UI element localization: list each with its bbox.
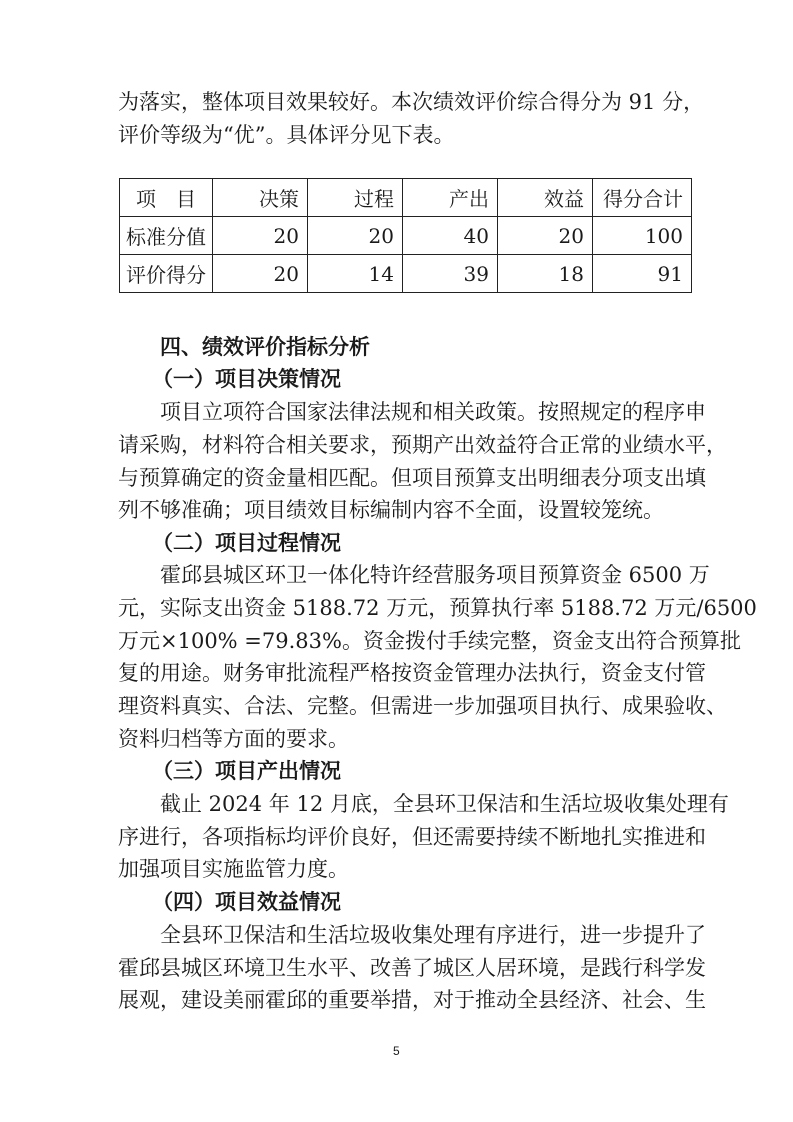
table-cell: 标准分值 — [120, 217, 213, 255]
page-number: 5 — [393, 1044, 400, 1058]
table-cell: 20 — [213, 217, 308, 255]
table-cell: 91 — [593, 255, 692, 293]
paragraph-line: 全县环卫保洁和生活垃圾收集处理有序进行，进一步提升了 — [160, 923, 706, 947]
subsection-heading: （三）项目产出情况 — [152, 758, 341, 783]
score-table — [119, 178, 692, 293]
paragraph-line: 理资料真实、合法、完整。但需进一步加强项目执行、成果验收、 — [118, 694, 727, 718]
paragraph-line: 资料归档等方面的要求。 — [118, 727, 349, 751]
paragraph-line: 加强项目实施监管力度。 — [118, 857, 349, 881]
table-cell: 评价得分 — [120, 255, 213, 293]
table-header-cell: 决策 — [213, 179, 308, 217]
table-header-cell: 过程 — [308, 179, 403, 217]
paragraph-line: 列不够准确；项目绩效目标编制内容不全面，设置较笼统。 — [118, 498, 664, 522]
paragraph-line: 序进行，各项指标均评价良好，但还需要持续不断地扎实推进和 — [118, 825, 706, 849]
paragraph-line: 霍邱县城区环卫一体化特许经营服务项目预算资金 6500 万 — [160, 563, 710, 587]
table-cell: 14 — [308, 255, 403, 293]
subsection-heading: （一）项目决策情况 — [152, 366, 341, 391]
paragraph-line: 请采购，材料符合相关要求，预期产出效益符合正常的业绩水平， — [118, 433, 727, 457]
table-header-row — [120, 179, 692, 217]
paragraph-line: 复的用途。财务审批流程严格按资金管理办法执行，资金支付管 — [118, 661, 706, 685]
subsection-heading: （四）项目效益情况 — [152, 889, 341, 914]
table-row — [120, 255, 692, 293]
table-cell: 20 — [308, 217, 403, 255]
table-header-cell: 得分合计 — [593, 179, 692, 217]
paragraph-line: 为落实，整体项目效果较好。本次绩效评价综合得分为 91 分， — [118, 90, 705, 114]
paragraph-line: 截止 2024 年 12 月底，全县环卫保洁和生活垃圾收集处理有 — [160, 792, 729, 816]
paragraph-line: 展观，建设美丽霍邱的重要举措，对于推动全县经济、社会、生 — [118, 988, 706, 1012]
paragraph-line: 霍邱县城区环境卫生水平、改善了城区人居环境，是践行科学发 — [118, 956, 706, 980]
table-header-cell: 项 目 — [120, 179, 213, 217]
table-cell: 20 — [213, 255, 308, 293]
table-cell: 100 — [593, 217, 692, 255]
table-header-cell: 产出 — [403, 179, 498, 217]
table-row — [120, 217, 692, 255]
paragraph-line: 元，实际支出资金 5188.72 万元，预算执行率 5188.72 万元/6500 — [118, 596, 757, 620]
section-heading: 四、绩效评价指标分析 — [160, 334, 370, 359]
table-header-cell: 效益 — [498, 179, 593, 217]
table-cell: 39 — [403, 255, 498, 293]
paragraph-line: 万元×100% =79.83%。资金拨付手续完整，资金支出符合预算批 — [118, 629, 741, 653]
table-cell: 40 — [403, 217, 498, 255]
paragraph-line: 项目立项符合国家法律法规和相关政策。按照规定的程序申 — [160, 400, 706, 424]
subsection-heading: （二）项目过程情况 — [152, 530, 341, 555]
paragraph-line: 评价等级为“优”。具体评分见下表。 — [118, 123, 455, 147]
table-cell: 18 — [498, 255, 593, 293]
table-cell: 20 — [498, 217, 593, 255]
paragraph-line: 与预算确定的资金量相匹配。但项目预算支出明细表分项支出填 — [118, 466, 706, 490]
